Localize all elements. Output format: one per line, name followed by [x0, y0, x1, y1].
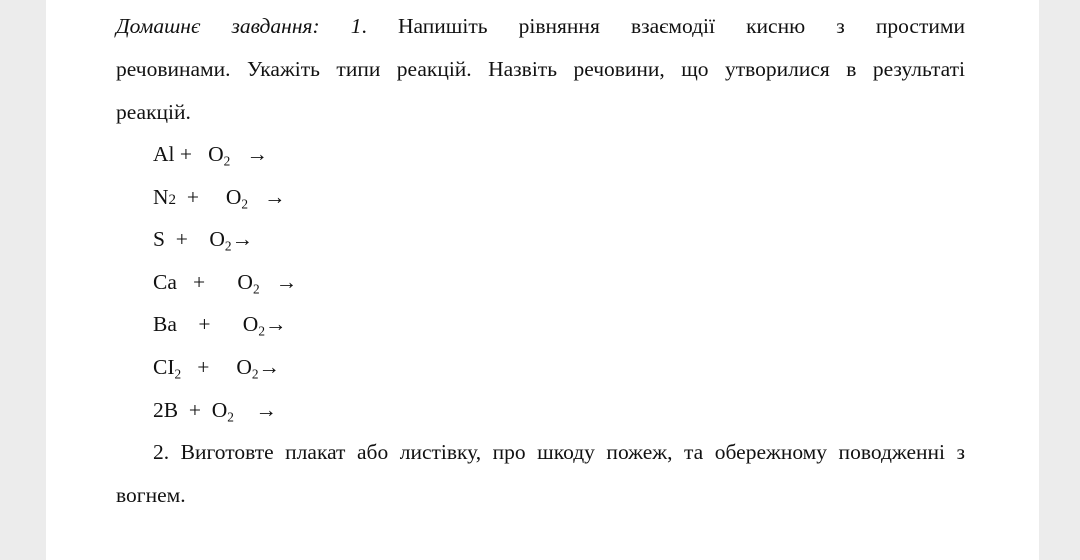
plus-sign: + [197, 355, 210, 379]
oxygen: $O_2$ [209, 227, 232, 254]
task2-line-2: вогнем. [116, 483, 186, 507]
reactant-7: 2B [153, 398, 179, 422]
task1-heading: Домашнє завдання: 1 [116, 14, 362, 38]
plus-sign: + [186, 185, 199, 209]
plus-sign: + [188, 398, 201, 422]
task2-line-1: 2. Виготовте плакат або листівку, про шкоду пожеж, та обережному поводженні з [153, 440, 965, 464]
reactant-1: Al [153, 142, 175, 166]
equation-4 [153, 270, 297, 295]
oxygen: $O_2$ [208, 142, 231, 169]
reaction-arrow: → [264, 312, 287, 336]
oxygen: $O_2$ [237, 270, 260, 297]
document-page [46, 0, 1039, 560]
reaction-arrow: → [255, 398, 277, 422]
oxygen: $O_2$ [236, 355, 259, 382]
reaction-arrow: → [275, 270, 298, 294]
reactant-3: S [153, 227, 165, 251]
task1-line-2: речовинами. Укажіть типи реакцій. Назвіть речовини, що утворилися в результаті [116, 57, 965, 81]
reaction-arrow: → [258, 355, 281, 379]
equation-7 [153, 398, 277, 423]
reaction-arrow: → [264, 185, 286, 209]
equation-1 [153, 142, 268, 167]
task1-text-start: . Напишіть рівняння взаємодії кисню з простими [361, 14, 965, 38]
plus-sign: + [179, 142, 193, 166]
equation-6 [153, 355, 280, 380]
plus-sign: + [175, 227, 188, 251]
task1-line-1 [116, 14, 965, 39]
oxygen: $O_2$ [242, 312, 265, 339]
task1-line-3: реакцій. [116, 100, 191, 124]
plus-sign: + [193, 270, 206, 294]
equation-3 [153, 227, 253, 252]
reactant-5: Ba [153, 312, 177, 336]
equation-2 [153, 185, 286, 210]
reaction-arrow: → [246, 142, 268, 166]
equation-5 [153, 312, 286, 337]
reactant-2: N2 [153, 185, 177, 209]
reaction-arrow: → [231, 227, 254, 251]
reactant-4: Ca [153, 270, 177, 294]
oxygen: $O_2$ [225, 185, 249, 212]
reactant-6: $CI_2$ [153, 355, 182, 382]
oxygen: $O_2$ [211, 398, 234, 425]
plus-sign: + [198, 312, 211, 336]
